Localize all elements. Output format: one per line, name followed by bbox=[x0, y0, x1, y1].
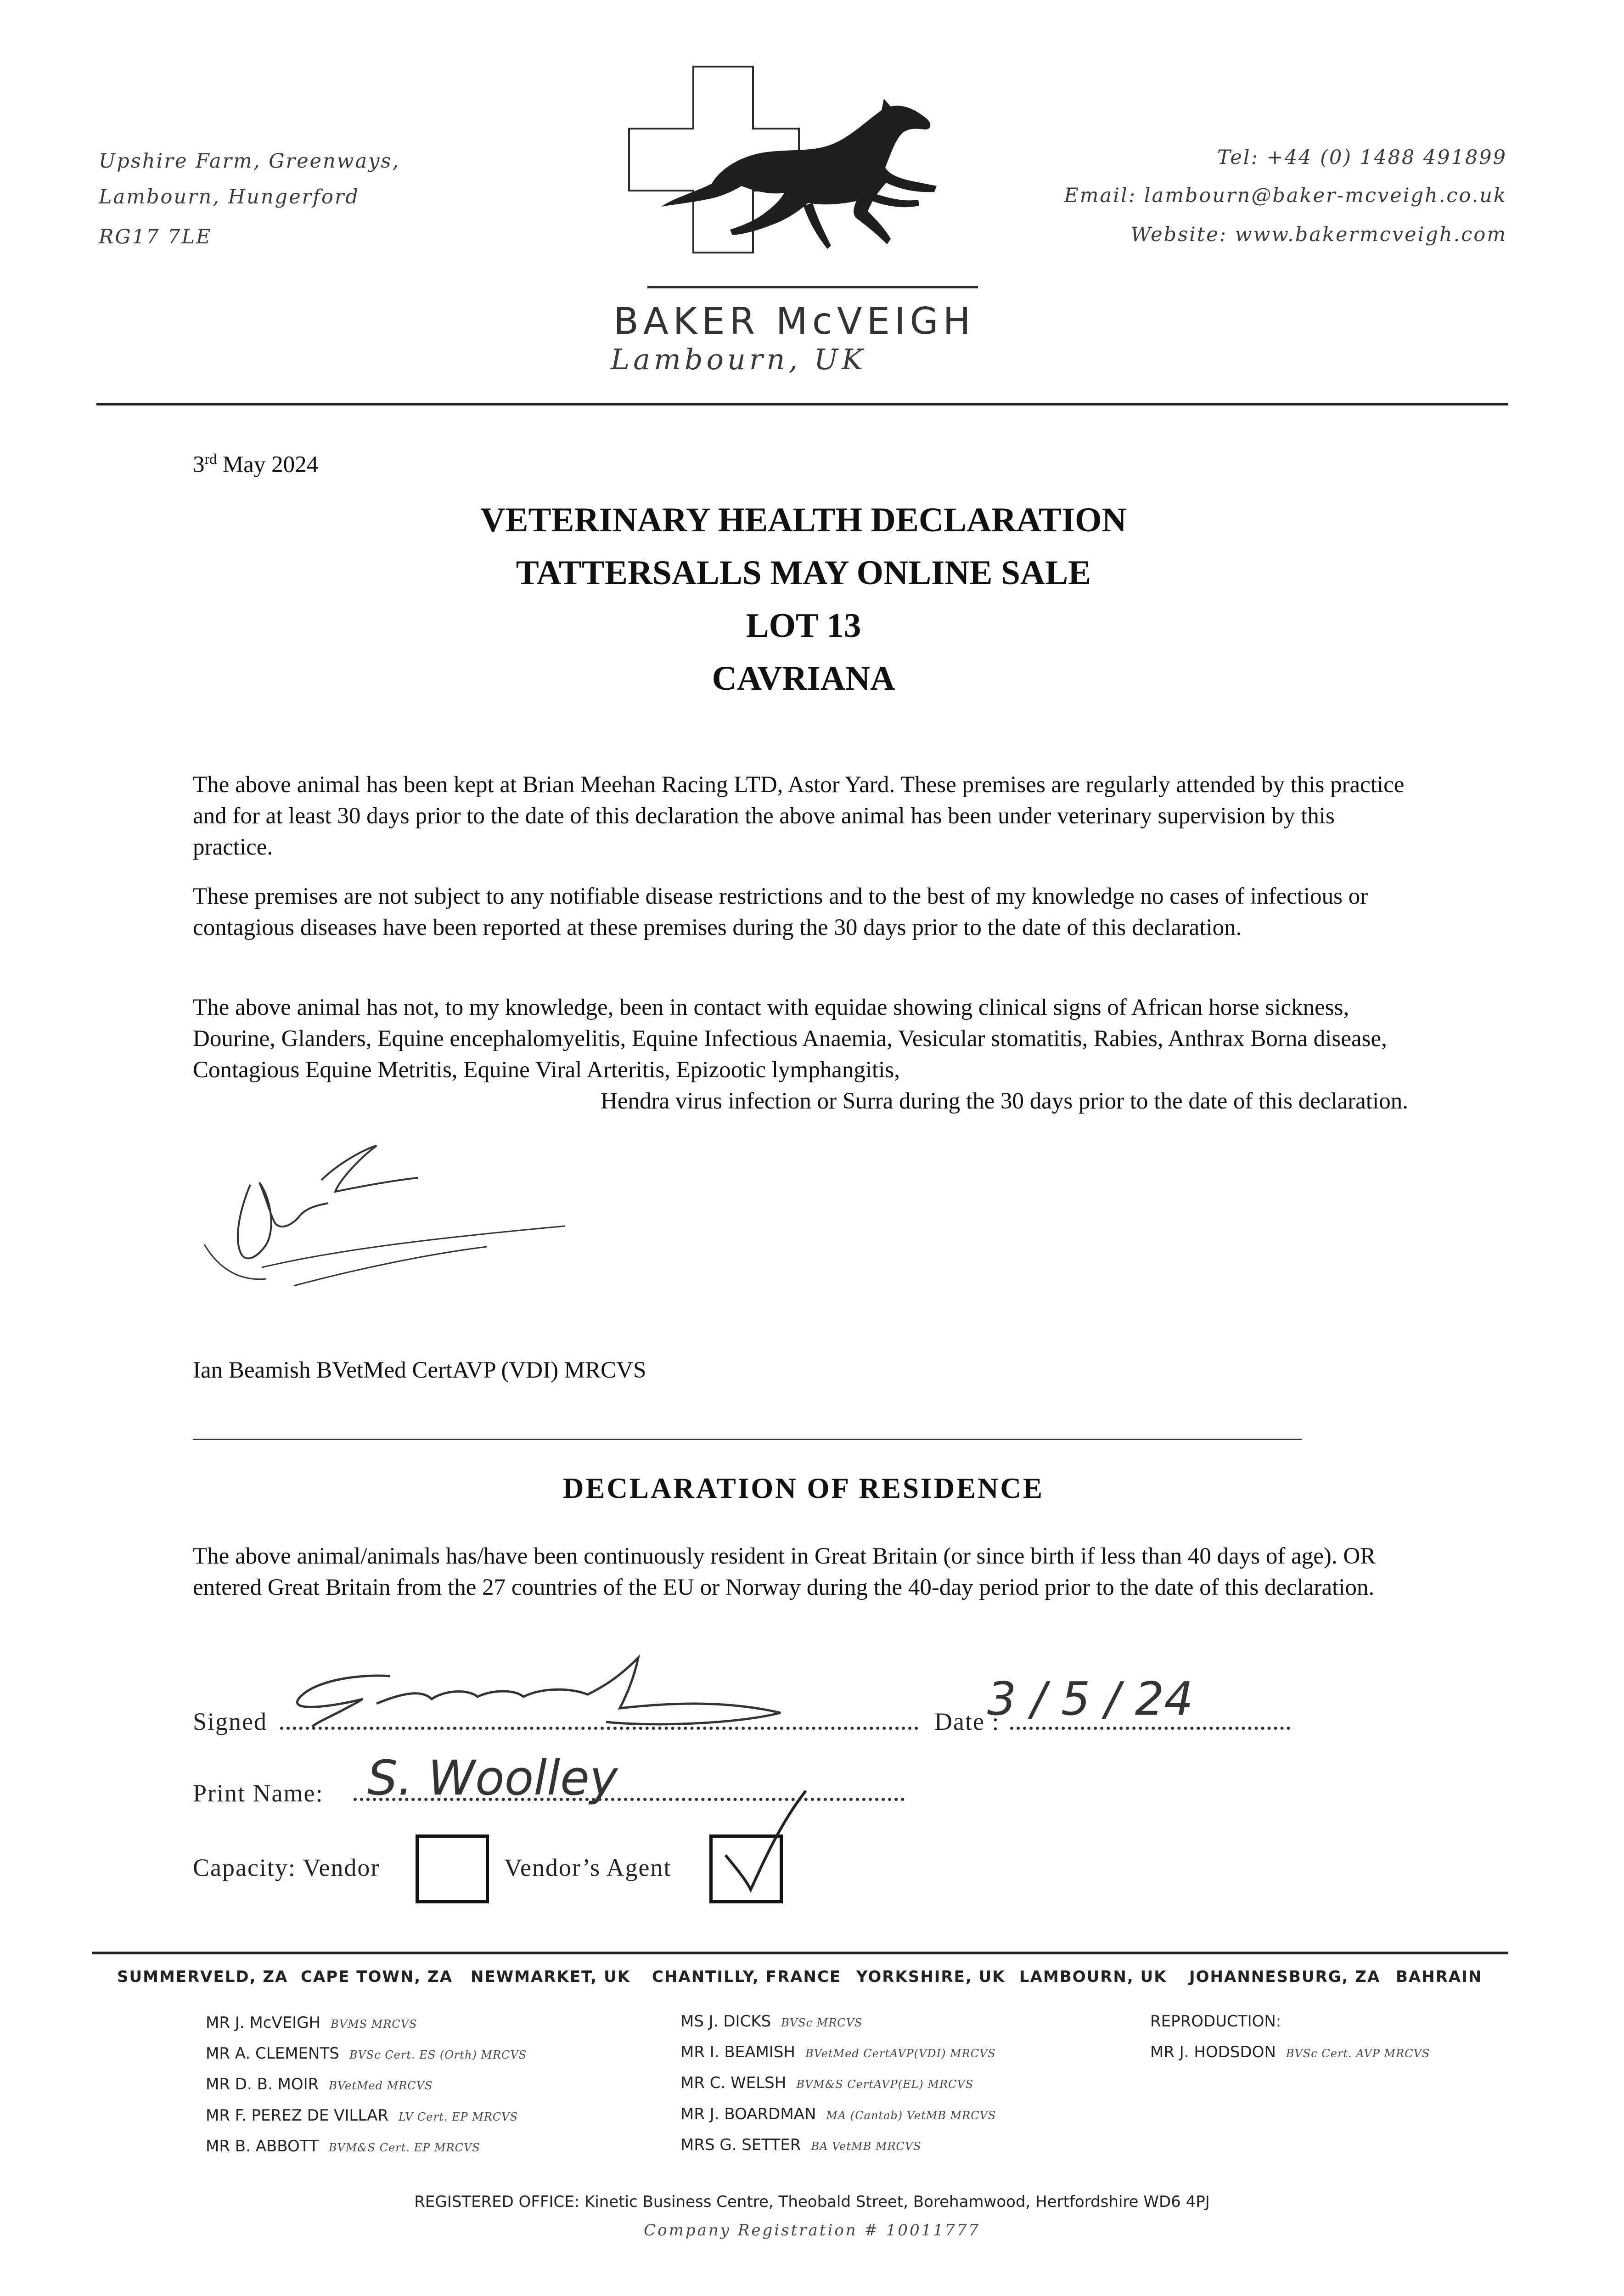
paragraph-contact: The above animal has not, to my knowledge, been in contact with equidae showing clinical signs of African horse sickness, Dourine, Glanders, Equine encephalomyelitis, Equine Infectious Anaemia, Vesicular stomatitis, Rabies, Anthrax Borna disease, Contagious Equine Metritis, Equine Viral Arteritis, Epizootic lymphangitis, bbox=[193, 995, 1387, 1083]
office-bahrain: BAHRAIN bbox=[1396, 1968, 1483, 1986]
brand-location: Lambourn, UK bbox=[611, 343, 867, 376]
office-johannesburg: JOHANNESBURG, ZA bbox=[1189, 1968, 1381, 1986]
registered-office: REGISTERED OFFICE: Kinetic Business Centre, Theobald Street, Borehamwood, Hertfordshire WD6 4PJ bbox=[414, 2193, 1210, 2211]
residence-section-title: DECLARATION OF RESIDENCE bbox=[562, 1472, 1045, 1504]
signed-label: Signed bbox=[193, 1708, 268, 1735]
office-chantilly: CHANTILLY, FRANCE bbox=[652, 1968, 842, 1986]
office-summerveld: SUMMERVELD, ZA bbox=[117, 1968, 288, 1986]
title-line-3: LOT 13 bbox=[746, 607, 861, 645]
vendors-agent-label: Vendor’s Agent bbox=[504, 1854, 672, 1881]
contact-email: Email: lambourn@baker-mcveigh.co.uk bbox=[1064, 184, 1507, 207]
date-dotted-line bbox=[1010, 1727, 1290, 1730]
staff-entry: MR A. CLEMENTS BVSc Cert. ES (Orth) MRCVS bbox=[206, 2044, 527, 2063]
vendor-signature-icon bbox=[285, 1649, 817, 1740]
staff-entry: MR J. HODSDON BVSc Cert. AVP MRCVS bbox=[1150, 2043, 1430, 2061]
capacity-vendor-label: Capacity: Vendor bbox=[193, 1854, 380, 1881]
declaration-date: 3rd May 2024 bbox=[193, 450, 319, 478]
office-lambourn: LAMBOURN, UK bbox=[1019, 1968, 1167, 1986]
staff-entry: MR J. McVEIGH BVMS MRCVS bbox=[206, 2014, 417, 2032]
footer-divider bbox=[92, 1952, 1508, 1954]
date-value: 3 / 5 / 24 bbox=[987, 1672, 1194, 1726]
staff-entry: MR B. ABBOTT BVM&S Cert. EP MRCVS bbox=[206, 2137, 480, 2155]
address-line-3: RG17 7LE bbox=[99, 225, 212, 248]
print-name-label: Print Name: bbox=[193, 1779, 324, 1807]
staff-entry: MR I. BEAMISH BVetMed CertAVP(VDI) MRCVS bbox=[680, 2043, 996, 2061]
office-newmarket: NEWMARKET, UK bbox=[471, 1968, 631, 1986]
reproduction-heading: REPRODUCTION: bbox=[1150, 2012, 1281, 2031]
address-line-2: Lambourn, Hungerford bbox=[99, 186, 360, 208]
title-line-2: TATTERSALLS MAY ONLINE SALE bbox=[516, 554, 1091, 592]
contact-website: Website: www.bakermcveigh.com bbox=[1130, 223, 1507, 246]
staff-entry: MR D. B. MOIR BVetMed MRCVS bbox=[206, 2075, 433, 2093]
paragraph-contact-tail: Hendra virus infection or Surra during the 30 days prior to the date of this declaration. bbox=[601, 1088, 1409, 1114]
staff-entry: MS J. DICKS BVSc MRCVS bbox=[680, 2012, 863, 2031]
address-line-1: Upshire Farm, Greenways, bbox=[99, 150, 400, 173]
cross-and-horse-logo-icon bbox=[615, 60, 1010, 289]
title-line-1: VETERINARY HEALTH DECLARATION bbox=[480, 501, 1127, 539]
office-cape-town: CAPE TOWN, ZA bbox=[301, 1968, 453, 1986]
staff-entry: MR C. WELSH BVM&S CertAVP(EL) MRCVS bbox=[680, 2074, 974, 2092]
staff-entry: MR J. BOARDMAN MA (Cantab) VetMB MRCVS bbox=[680, 2105, 996, 2123]
brand-name: BAKER McVEIGH bbox=[613, 300, 975, 343]
print-name-value: S. Woolley bbox=[367, 1750, 618, 1806]
vet-signature-icon bbox=[202, 1130, 579, 1295]
section-divider bbox=[193, 1439, 1302, 1440]
company-registration: Company Registration # 10011777 bbox=[644, 2221, 980, 2240]
contact-phone: Tel: +44 (0) 1488 491899 bbox=[1217, 146, 1507, 169]
staff-entry: MR F. PEREZ DE VILLAR LV Cert. EP MRCVS bbox=[206, 2106, 518, 2125]
vet-signatory-name: Ian Beamish BVetMed CertAVP (VDI) MRCVS bbox=[193, 1357, 646, 1383]
checkmark-icon bbox=[721, 1786, 813, 1896]
paragraph-restrictions: These premises are not subject to any notifiable disease restrictions and to the best of my knowledge no cases of infectious or contagious diseases have been reported at these premises during the 30 days prior to the date of this declaration. bbox=[193, 884, 1368, 940]
header-divider bbox=[96, 403, 1508, 405]
title-line-4: CAVRIANA bbox=[712, 659, 895, 698]
paragraph-premises: The above animal has been kept at Brian Meehan Racing LTD, Astor Yard. These premises are regularly attended by this practice and for at least 30 days prior to the date of this declaration the above animal has been under veterinary supervision by this practice. bbox=[193, 772, 1405, 860]
residence-text: The above animal/animals has/have been continuously resident in Great Britain (or since birth if less than 40 days of age). OR entered Great Britain from the 27 countries of the EU or Norway during the 40-day period prior to the date of this declaration. bbox=[193, 1543, 1376, 1600]
vendor-checkbox[interactable] bbox=[416, 1835, 489, 1903]
date-label: Date : bbox=[934, 1708, 1000, 1735]
office-yorkshire: YORKSHIRE, UK bbox=[856, 1968, 1006, 1986]
staff-entry: MRS G. SETTER BA VetMB MRCVS bbox=[680, 2136, 922, 2154]
